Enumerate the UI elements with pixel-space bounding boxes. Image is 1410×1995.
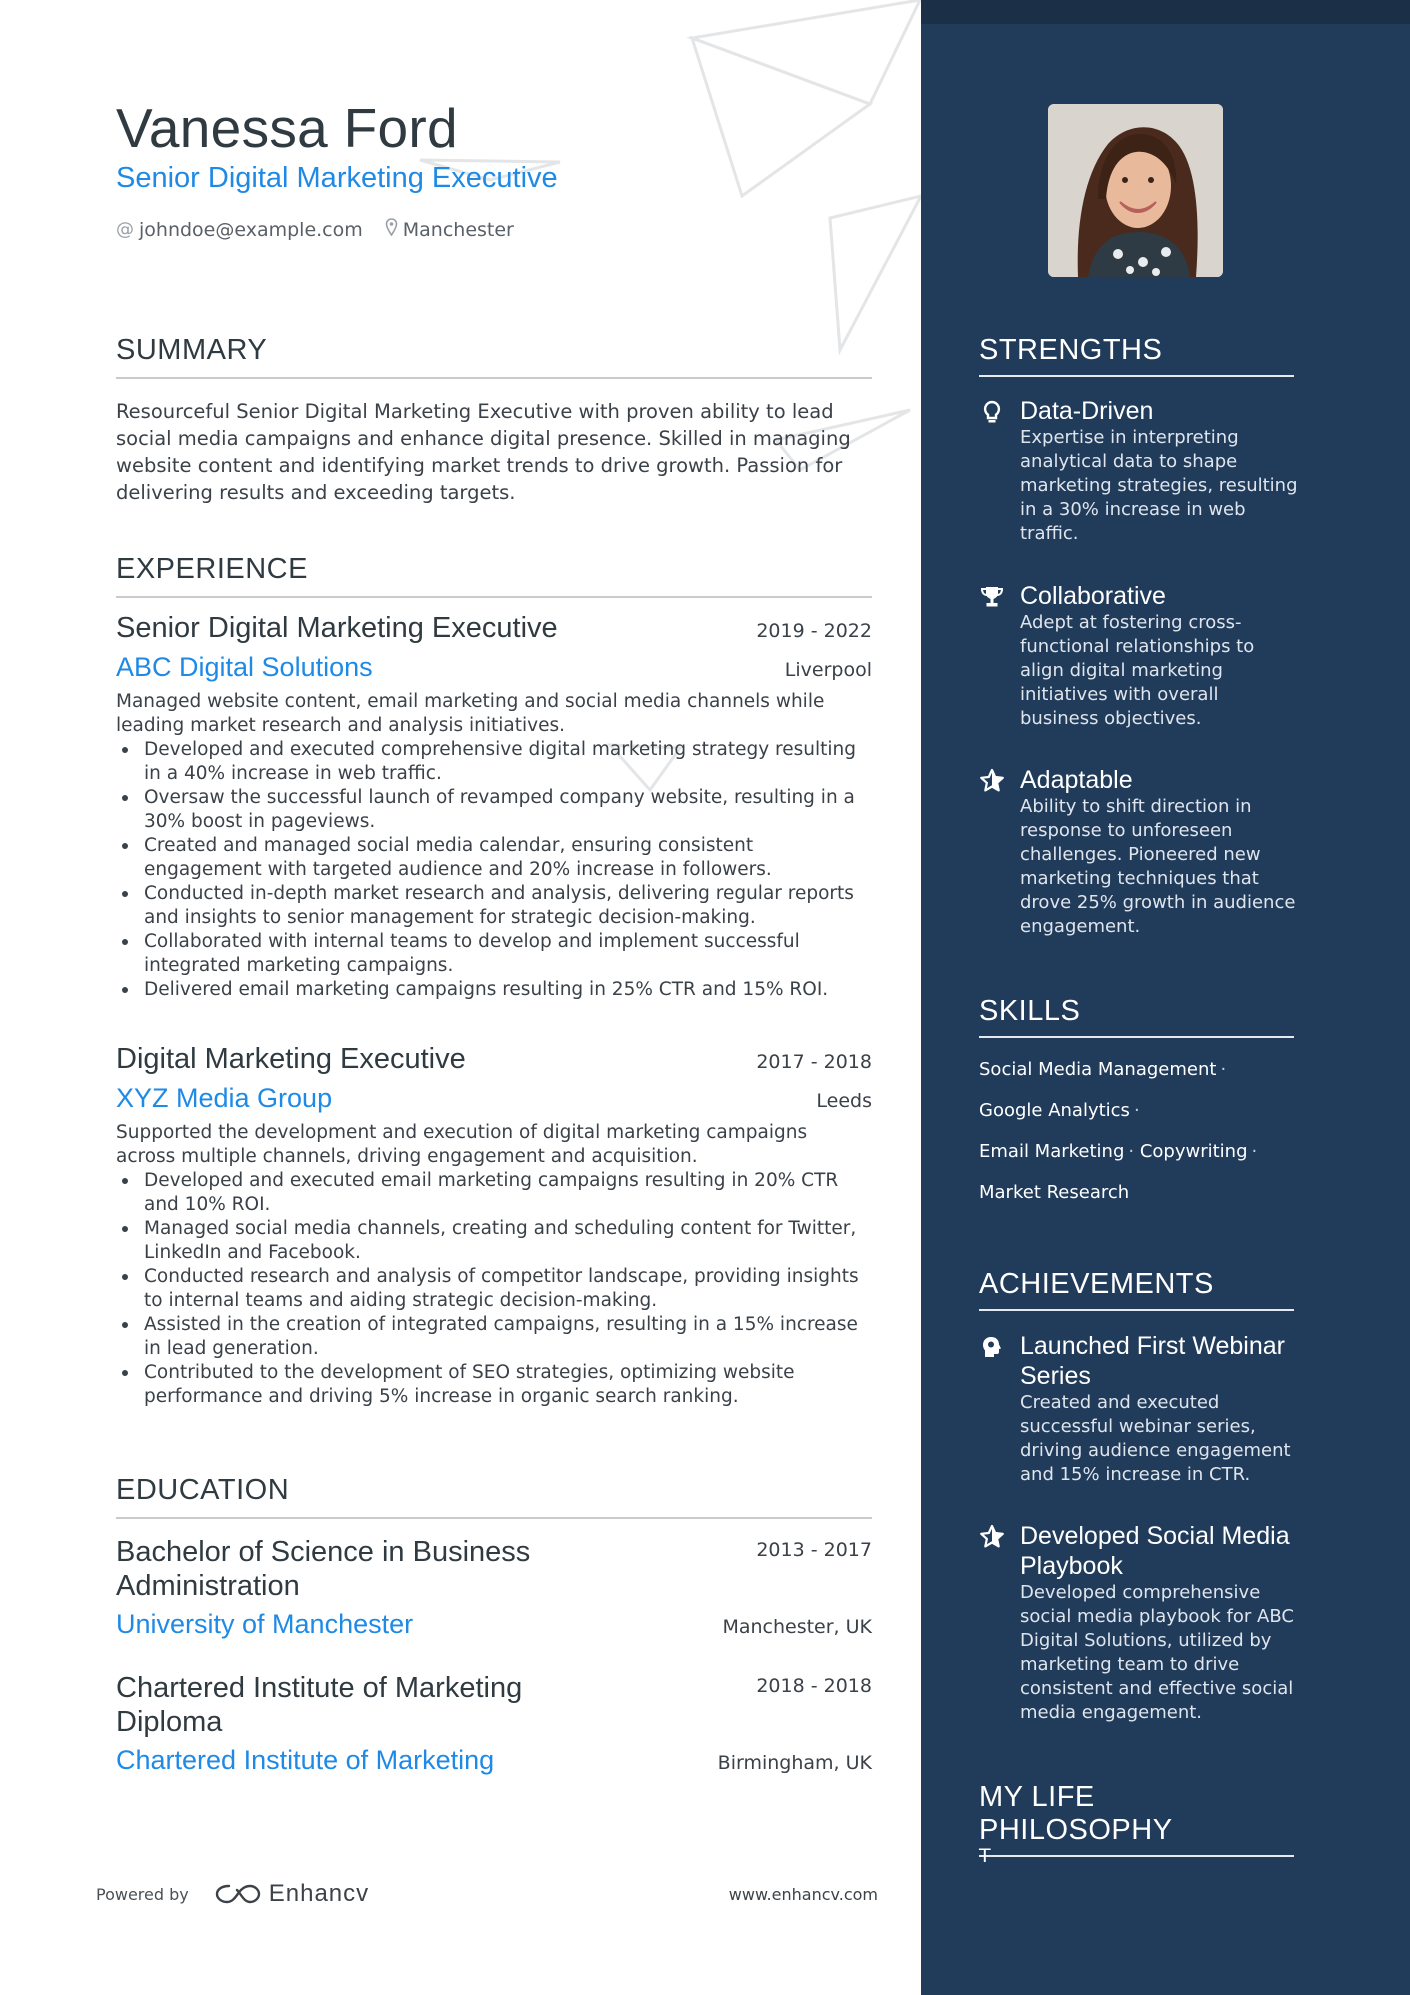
school-location: Birmingham, UK [717, 1752, 872, 1774]
strength-title: Collaborative [1020, 582, 1166, 610]
degree-title: Chartered Institute of Marketing Diploma [116, 1672, 523, 1738]
contact-info [116, 218, 514, 241]
achievement-title: Developed Social Media Playbook [1020, 1522, 1290, 1580]
strength-item [979, 396, 1299, 546]
list-item: Conducted research and analysis of competitor landscape, providing insights to internal teams and aiding strategic decision-making. [116, 1265, 872, 1313]
skills-list [979, 1056, 1299, 1220]
strength-title: Adaptable [1020, 766, 1133, 794]
strength-item [979, 765, 1299, 939]
experience-heading: EXPERIENCE [116, 553, 872, 598]
enhancv-logo-icon [215, 1882, 261, 1906]
achievement-item [979, 1521, 1299, 1725]
list-item: Conducted in-depth market research and analysis, delivering regular reports and insights to senior management for strategic decision-making. [116, 882, 872, 930]
achievement-item [979, 1331, 1299, 1487]
candidate-name: Vanessa Ford [116, 97, 458, 159]
footer-url[interactable]: www.enhancv.com [728, 1884, 878, 1904]
list-item: Managed social media channels, creating and scheduling content for Twitter, LinkedIn and Facebook. [116, 1217, 872, 1265]
sidebar-top-strip [921, 0, 1410, 24]
school-name: University of Manchester [116, 1609, 414, 1639]
skill-tag: Social Media Management [979, 1059, 1217, 1080]
job-company: ABC Digital Solutions [116, 652, 373, 682]
skill-tag: Email Marketing [979, 1141, 1125, 1162]
job-description: Supported the development and execution of digital marketing campaigns across multiple channels, driving engagement and acquisition. [116, 1122, 808, 1167]
job-company: XYZ Media Group [116, 1083, 333, 1113]
skill-tag: Copywriting [1139, 1141, 1248, 1162]
job-entry [116, 612, 872, 1002]
star-icon [979, 1524, 1005, 1550]
candidate-title: Senior Digital Marketing Executive [116, 162, 558, 194]
strength-description: Expertise in interpreting analytical data to shape marketing strategies, resulting in a 30% increase in web traffic. [1020, 427, 1298, 544]
job-location: Leeds [816, 1090, 872, 1112]
job-location: Liverpool [784, 659, 872, 681]
achievement-title: Launched First Webinar Series [1020, 1332, 1285, 1390]
strength-description: Ability to shift direction in response to unforeseen challenges. Pioneered new marketing techniques that drove 25% growth in audience engagement. [1020, 796, 1296, 937]
list-item: Delivered email marketing campaigns resulting in 25% CTR and 15% ROI. [116, 978, 872, 1002]
list-item: Created and managed social media calendar, ensuring consistent engagement with targeted audience and 20% increase in followers. [116, 834, 872, 882]
job-bullets [116, 738, 872, 1002]
list-item: Collaborated with internal teams to develop and implement successful integrated marketing campaigns. [116, 930, 872, 978]
list-item: Oversaw the successful launch of revamped company website, resulting in a 30% boost in pageviews. [116, 786, 872, 834]
job-title: Digital Marketing Executive [116, 1043, 466, 1075]
trophy-icon [979, 584, 1005, 610]
education-heading: EDUCATION [116, 1474, 872, 1519]
skill-row: Google Analytics · [979, 1100, 1140, 1121]
skill-tag: Market Research [979, 1182, 1130, 1203]
job-description: Managed website content, email marketing and social media channels while leading market research and analysis initiatives. [116, 691, 825, 736]
powered-by-label: Powered by [96, 1884, 189, 1904]
achievement-description: Developed comprehensive social media playbook for ABC Digital Solutions, utilized by marketing team to drive consistent and effective social media engagement. [1020, 1582, 1294, 1723]
head-icon [979, 1334, 1005, 1360]
summary-heading: SUMMARY [116, 334, 872, 379]
sidebar [921, 0, 1410, 1995]
strength-item [979, 581, 1299, 731]
philosophy-heading: MY LIFE PHILOSOPHY [979, 1781, 1294, 1857]
enhancv-logo[interactable] [215, 1880, 369, 1908]
list-item: Contributed to the development of SEO strategies, optimizing website performance and driving 5% increase in organic search ranking. [116, 1361, 872, 1409]
strength-title: Data-Driven [1020, 397, 1154, 425]
list-item: Developed and executed comprehensive digital marketing strategy resulting in a 40% increase in web traffic. [116, 738, 872, 786]
at-icon: @ [116, 219, 134, 240]
location-pin-icon [385, 218, 398, 241]
job-dates: 2017 - 2018 [756, 1051, 872, 1073]
school-name: Chartered Institute of Marketing [116, 1745, 495, 1775]
strengths-heading: STRENGTHS [979, 334, 1294, 377]
skill-row: Email Marketing · Copywriting · [979, 1141, 1258, 1162]
skill-row [979, 1179, 1299, 1220]
education-entry [116, 1535, 872, 1640]
education-dates: 2018 - 2018 [756, 1675, 872, 1697]
school-location: Manchester, UK [722, 1616, 872, 1638]
summary-text: Resourceful Senior Digital Marketing Executive with proven ability to lead social media campaigns and enhance digital presence. Skilled in managing website content and identifying market trends to drive growth. Passion for delivering results and exceeding targets. [116, 400, 851, 504]
list-item: Assisted in the creation of integrated campaigns, resulting in a 15% increase in lead generation. [116, 1313, 872, 1361]
star-icon [979, 768, 1005, 794]
philosophy-text: T [979, 1845, 991, 1867]
lightbulb-icon [979, 399, 1005, 425]
education-entry [116, 1671, 872, 1776]
skills-heading: SKILLS [979, 995, 1294, 1038]
enhancv-brand: Enhancv [268, 1880, 370, 1907]
email-link[interactable]: johndoe@example.com [139, 218, 363, 241]
footer [96, 1880, 878, 1908]
skill-tag: Google Analytics [979, 1100, 1130, 1121]
achievements-heading: ACHIEVEMENTS [979, 1268, 1294, 1311]
location-text: Manchester [402, 218, 514, 241]
job-entry [116, 1043, 872, 1409]
strength-description: Adept at fostering cross-functional relationships to align digital marketing initiatives with overall business objectives. [1020, 612, 1255, 729]
degree-title: Bachelor of Science in Business Administration [116, 1536, 531, 1602]
job-dates: 2019 - 2022 [756, 620, 872, 642]
job-title: Senior Digital Marketing Executive [116, 612, 558, 644]
job-bullets [116, 1169, 872, 1409]
education-dates: 2013 - 2017 [756, 1539, 872, 1561]
avatar [1048, 104, 1223, 277]
powered-by [96, 1880, 369, 1908]
skill-row: Social Media Management · [979, 1059, 1227, 1080]
list-item: Developed and executed email marketing campaigns resulting in 20% CTR and 10% ROI. [116, 1169, 872, 1217]
achievement-description: Created and executed successful webinar series, driving audience engagement and 15% increase in CTR. [1020, 1392, 1291, 1485]
